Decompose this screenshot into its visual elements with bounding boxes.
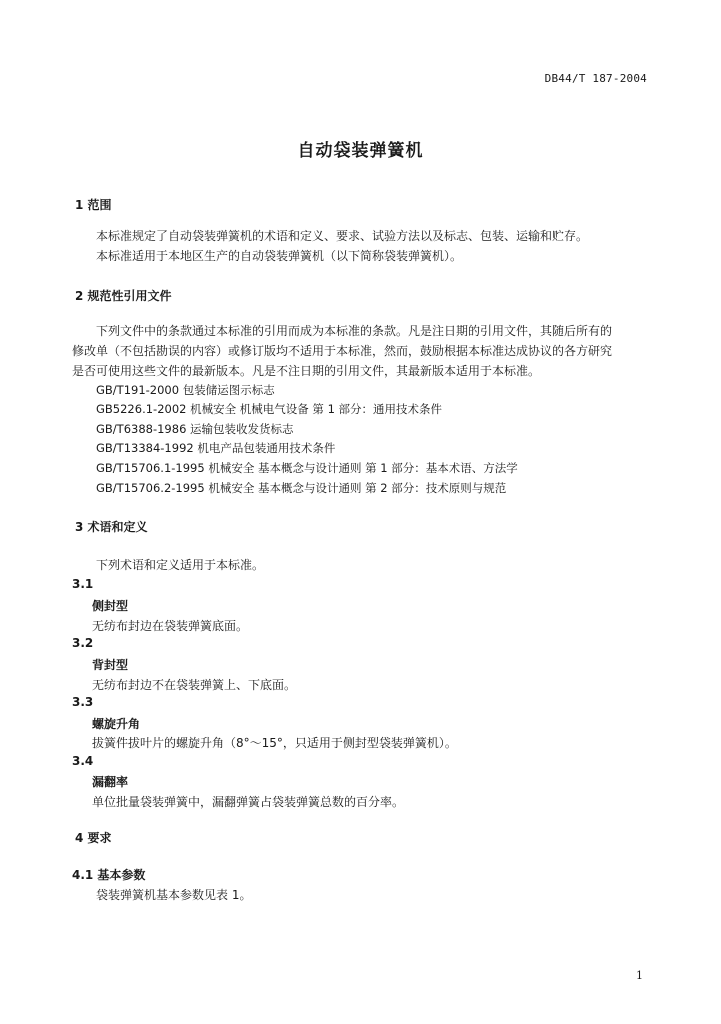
term-name: 背封型 <box>92 658 129 672</box>
term-definition: 无纺布封边不在袋装弹簧上、下底面。 <box>92 678 297 692</box>
paragraph: 修改单（不包括勘误的内容）或修订版均不适用于本标准，然而，鼓励根据本标准达成协议的各方研究 <box>72 344 613 358</box>
term-name: 螺旋升角 <box>92 717 141 731</box>
term-definition: 无纺布封边在袋装弹簧底面。 <box>92 619 249 633</box>
standard-number: DB44/T 187-2004 <box>544 72 647 85</box>
term-name: 漏翻率 <box>92 775 129 789</box>
page-number: 1 <box>636 969 643 982</box>
term-number: 3.2 <box>72 636 94 650</box>
section-2-heading: 2 规范性引用文件 <box>75 289 172 303</box>
reference-item: GB/T6388-1986 运输包装收发货标志 <box>96 422 294 436</box>
paragraph: 下列文件中的条款通过本标准的引用而成为本标准的条款。凡是注日期的引用文件，其随后所有的 <box>96 324 613 338</box>
paragraph: 是否可使用这些文件的最新版本。凡是不注日期的引用文件，其最新版本适用于本标准。 <box>72 364 541 378</box>
paragraph: 下列术语和定义适用于本标准。 <box>96 558 265 572</box>
paragraph: 本标准适用于本地区生产的自动袋装弹簧机（以下简称袋装弹簧机）。 <box>96 249 463 263</box>
term-definition: 拔簧件拔叶片的螺旋升角（8°～15°，只适用于侧封型袋装弹簧机）。 <box>92 736 457 750</box>
reference-item: GB5226.1-2002 机械安全 机械电气设备 第 1 部分：通用技术条件 <box>96 402 443 416</box>
paragraph: 袋装弹簧机基本参数见表 1。 <box>96 888 252 902</box>
term-number: 3.3 <box>72 695 94 709</box>
term-definition: 单位批量袋装弹簧中，漏翻弹簧占袋装弹簧总数的百分率。 <box>92 795 405 809</box>
section-3-heading: 3 术语和定义 <box>75 520 148 534</box>
reference-item: GB/T15706.1-1995 机械安全 基本概念与设计通则 第 1 部分：基本术语、方法学 <box>96 461 518 475</box>
reference-item: GB/T13384-1992 机电产品包装通用技术条件 <box>96 441 336 455</box>
term-number: 3.4 <box>72 754 94 768</box>
reference-item: GB/T15706.2-1995 机械安全 基本概念与设计通则 第 2 部分：技术原则与规范 <box>96 481 507 495</box>
section-4-heading: 4 要求 <box>75 831 112 845</box>
term-number: 3.1 <box>72 577 94 591</box>
document-title: 自动袋装弹簧机 <box>297 141 424 161</box>
term-name: 侧封型 <box>92 599 129 613</box>
reference-item: GB/T191-2000 包装储运图示标志 <box>96 383 275 397</box>
subsection-heading: 4.1 基本参数 <box>72 868 146 882</box>
paragraph: 本标准规定了自动袋装弹簧机的术语和定义、要求、试验方法以及标志、包装、运输和贮存。 <box>96 229 589 243</box>
section-1-heading: 1 范围 <box>75 198 112 212</box>
